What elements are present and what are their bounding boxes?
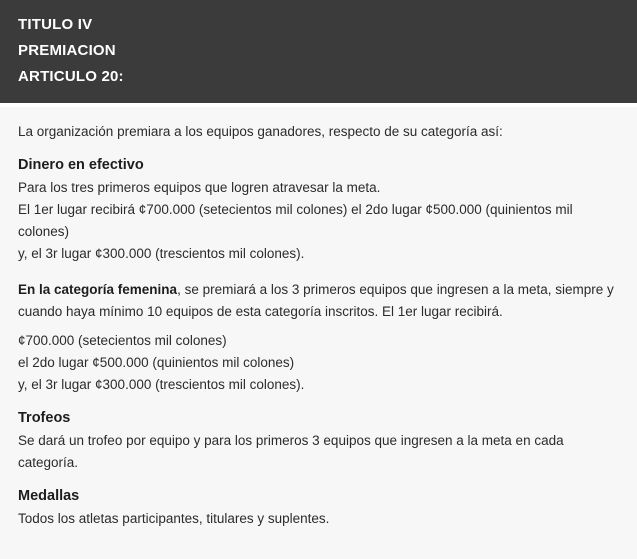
section-heading-femenina: En la categoría femenina (18, 281, 178, 297)
document-header-band (0, 0, 637, 103)
document-body (0, 107, 637, 559)
section-dinero-line-3: y, el 3r lugar ¢300.000 (trescientos mil colones). (18, 245, 305, 261)
section-trofeos (18, 410, 619, 474)
header-line-section: PREMIACION (18, 41, 116, 59)
section-categoria-femenina (18, 279, 619, 396)
section-dinero-line-2: El 1er lugar recibirá ¢700.000 (setecientos mil colones) el 2do lugar ¢500.000 (quinientos mil colones) (18, 202, 573, 239)
section-heading-dinero: Dinero en efectivo (18, 157, 144, 174)
section-trofeos-line-1: Se dará un trofeo por equipo y para los primeros 3 equipos que ingresen a la meta en cada categoría. (18, 432, 564, 470)
section-femenina-line-3: y, el 3r lugar ¢300.000 (trescientos mil colones). (18, 377, 305, 393)
section-dinero-en-efectivo (18, 157, 619, 264)
intro-paragraph: La organización premiara a los equipos ganadores, respecto de su categoría así: (18, 124, 503, 140)
section-medallas-line-1: Todos los atletas participantes, titulares y suplentes. (18, 510, 330, 526)
section-heading-medallas: Medallas (18, 487, 80, 504)
section-femenina-line-2: el 2do lugar ¢500.000 (quinientos mil colones) (18, 355, 295, 371)
header-line-article: ARTICULO 20: (18, 67, 124, 85)
section-femenina-spacer (18, 322, 619, 330)
section-dinero-line-1: Para los tres primeros equipos que logren atravesar la meta. (18, 180, 381, 196)
section-femenina-rest: , se premiará a los 3 primeros equipos que ingresen a la meta, siempre y cuando haya mínimo 10 equipos de esta categoría inscritos. El 1er lugar recibirá. (18, 281, 614, 319)
header-line-title: TITULO IV (18, 16, 93, 33)
section-femenina-line-1: ¢700.000 (setecientos mil colones) (18, 333, 227, 349)
section-heading-trofeos: Trofeos (18, 409, 71, 426)
section-medallas (18, 488, 619, 530)
section-femenina-intro (18, 279, 619, 323)
